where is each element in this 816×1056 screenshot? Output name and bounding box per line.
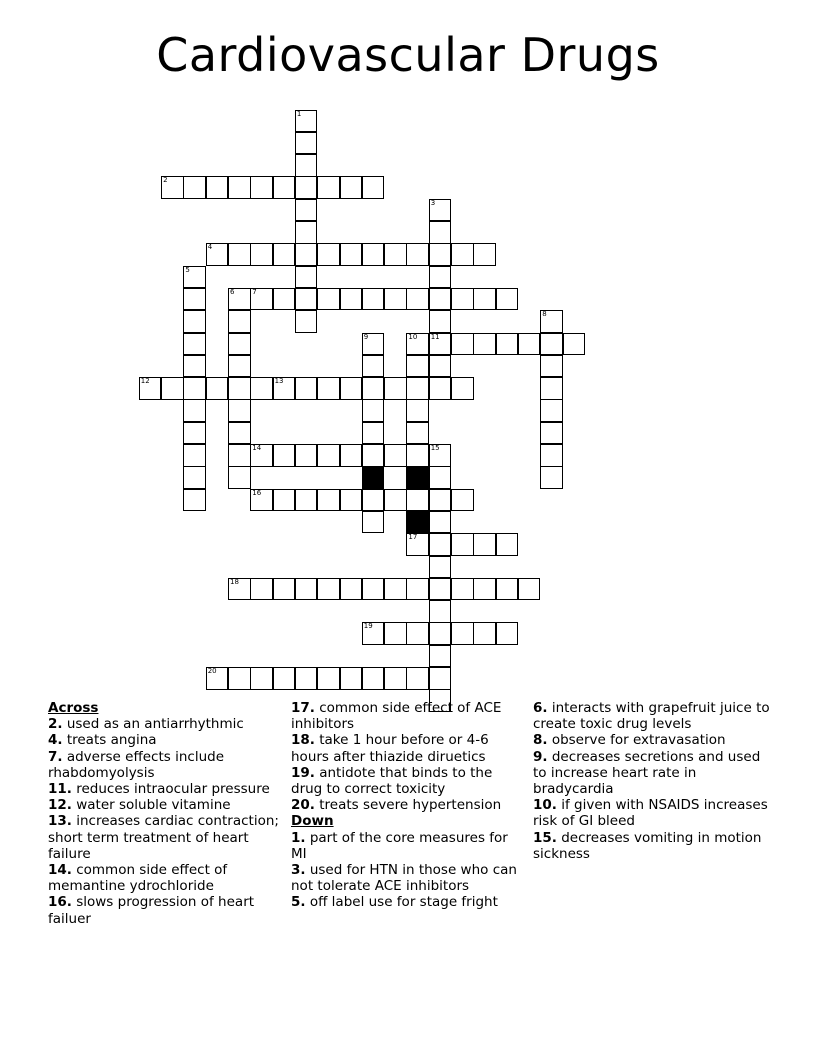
grid-cell[interactable] bbox=[540, 333, 563, 356]
clue-text: slows progression of heart failuer bbox=[48, 894, 255, 927]
grid-cell[interactable] bbox=[540, 466, 563, 489]
clue-number: 15. bbox=[533, 829, 557, 846]
grid-cell[interactable] bbox=[183, 355, 206, 378]
grid-cell[interactable] bbox=[273, 489, 296, 512]
grid-cell[interactable] bbox=[228, 399, 251, 422]
grid-cell[interactable] bbox=[340, 667, 363, 690]
grid-cell[interactable] bbox=[362, 578, 385, 601]
grid-cell[interactable] bbox=[540, 355, 563, 378]
grid-cell[interactable] bbox=[429, 489, 452, 512]
clue-number: 5. bbox=[291, 894, 306, 911]
clue-number: 20. bbox=[291, 797, 315, 814]
clue-text: antidote that binds to the drug to correct toxicity bbox=[291, 764, 493, 798]
grid-cell[interactable] bbox=[228, 578, 251, 601]
clue-number-label: 1 bbox=[296, 109, 302, 118]
clue-text: interacts with grapefruit juice to create toxic drug levels bbox=[533, 700, 770, 733]
clue-column-1 bbox=[48, 700, 280, 927]
clue-text: if given with NSAIDS increases risk of GI bleed bbox=[533, 797, 768, 830]
clue-number-label: 14 bbox=[252, 444, 262, 452]
clue-number: 3. bbox=[291, 862, 306, 879]
grid-cell[interactable] bbox=[384, 243, 407, 266]
across-heading: Across bbox=[48, 700, 99, 716]
clue-text: observe for extravasation bbox=[547, 732, 726, 749]
clue-text: reduces intraocular pressure bbox=[71, 781, 270, 798]
grid-cell[interactable] bbox=[273, 667, 296, 690]
grid-cell[interactable] bbox=[429, 266, 452, 289]
grid-cell[interactable] bbox=[250, 667, 273, 690]
across-clue bbox=[291, 700, 523, 732]
clue-number-label: 13 bbox=[274, 377, 284, 386]
clue-text: water soluble vitamine bbox=[71, 797, 231, 814]
clue-number: 14. bbox=[48, 862, 72, 879]
clue-text: adverse effects include rhabdomyolysis bbox=[48, 748, 225, 781]
grid-cell[interactable] bbox=[406, 333, 429, 356]
grid-cell[interactable] bbox=[228, 422, 251, 445]
grid-cell[interactable] bbox=[406, 422, 429, 445]
grid-cell[interactable] bbox=[451, 622, 474, 645]
across-clue bbox=[48, 749, 280, 781]
clue-text: off label use for stage fright bbox=[305, 894, 498, 911]
grid-cell[interactable] bbox=[317, 377, 340, 400]
puzzle-title: Cardiovascular Drugs bbox=[156, 28, 660, 82]
grid-cell[interactable] bbox=[228, 377, 251, 400]
grid-cell[interactable] bbox=[384, 578, 407, 601]
clue-number: 12. bbox=[48, 797, 72, 814]
clue-number: 10. bbox=[533, 797, 557, 814]
grid-cell[interactable] bbox=[183, 399, 206, 422]
grid-cell[interactable] bbox=[250, 243, 273, 266]
grid-cell[interactable] bbox=[228, 355, 251, 378]
grid-cell[interactable] bbox=[496, 333, 519, 356]
grid-cell[interactable] bbox=[540, 377, 563, 400]
clue-number: 18. bbox=[291, 732, 315, 749]
grid-cell[interactable] bbox=[183, 466, 206, 489]
clue-number: 19. bbox=[291, 764, 315, 781]
grid-cell[interactable] bbox=[362, 489, 385, 512]
grid-cell[interactable] bbox=[295, 377, 318, 400]
across-clue bbox=[291, 797, 523, 813]
grid-cell[interactable] bbox=[340, 578, 363, 601]
grid-cell[interactable] bbox=[451, 489, 474, 512]
grid-cell[interactable] bbox=[429, 533, 452, 556]
grid-cell[interactable] bbox=[473, 288, 496, 311]
grid-cell[interactable] bbox=[406, 489, 429, 512]
grid-cell[interactable] bbox=[250, 377, 273, 400]
clue-number-label: 4 bbox=[207, 243, 213, 252]
grid-cell[interactable] bbox=[451, 377, 474, 400]
grid-cell[interactable] bbox=[406, 578, 429, 601]
grid-cell[interactable] bbox=[183, 333, 206, 356]
clue-text: used for HTN in those who can not tolerate ACE inhibitors bbox=[291, 862, 517, 895]
grid-cell[interactable] bbox=[317, 176, 340, 199]
grid-cell[interactable] bbox=[563, 333, 586, 356]
grid-cell[interactable] bbox=[518, 333, 541, 356]
grid-cell[interactable] bbox=[362, 243, 385, 266]
black-cell bbox=[406, 466, 429, 489]
grid-cell[interactable] bbox=[183, 444, 206, 467]
down-clue bbox=[291, 862, 523, 894]
grid-cell[interactable] bbox=[183, 310, 206, 333]
grid-cell[interactable] bbox=[183, 377, 206, 400]
down-clue bbox=[533, 749, 773, 798]
grid-cell[interactable] bbox=[429, 377, 452, 400]
grid-cell[interactable] bbox=[429, 466, 452, 489]
grid-cell[interactable] bbox=[295, 132, 318, 155]
grid-cell[interactable] bbox=[295, 221, 318, 244]
grid-cell[interactable] bbox=[540, 422, 563, 445]
grid-cell[interactable] bbox=[206, 243, 229, 266]
grid-cell[interactable] bbox=[406, 377, 429, 400]
grid-cell[interactable] bbox=[496, 533, 519, 556]
grid-cell[interactable] bbox=[295, 310, 318, 333]
down-clue bbox=[533, 797, 773, 829]
grid-cell[interactable] bbox=[429, 622, 452, 645]
grid-cell[interactable] bbox=[406, 444, 429, 467]
grid-cell[interactable] bbox=[429, 645, 452, 668]
clue-number: 13. bbox=[48, 813, 72, 830]
grid-cell[interactable] bbox=[183, 288, 206, 311]
grid-cell[interactable] bbox=[473, 243, 496, 266]
grid-cell[interactable] bbox=[429, 355, 452, 378]
clue-number-label: 18 bbox=[230, 577, 239, 586]
grid-cell[interactable] bbox=[406, 399, 429, 422]
grid-cell[interactable] bbox=[362, 667, 385, 690]
grid-cell[interactable] bbox=[228, 333, 251, 356]
clue-text: common side effect of ACE inhibitors bbox=[291, 700, 502, 733]
grid-cell[interactable] bbox=[183, 266, 206, 289]
down-clue bbox=[533, 700, 773, 732]
grid-cell[interactable] bbox=[340, 377, 363, 400]
grid-cell[interactable] bbox=[295, 154, 318, 177]
grid-cell[interactable] bbox=[340, 489, 363, 512]
grid-cell[interactable] bbox=[250, 176, 273, 199]
grid-cell[interactable] bbox=[362, 288, 385, 311]
grid-cell[interactable] bbox=[496, 622, 519, 645]
grid-cell[interactable] bbox=[451, 288, 474, 311]
clue-number-label: 10 bbox=[408, 332, 418, 341]
down-clue bbox=[533, 732, 773, 748]
grid-cell[interactable] bbox=[161, 176, 184, 199]
clue-text: part of the core measures for MI bbox=[291, 829, 508, 862]
grid-cell[interactable] bbox=[340, 176, 363, 199]
grid-cell[interactable] bbox=[384, 444, 407, 467]
clue-number-label: 15 bbox=[430, 444, 440, 452]
grid-cell[interactable] bbox=[250, 444, 273, 467]
clue-text: common side effect of memantine ydrochloride bbox=[48, 862, 228, 895]
grid-cell[interactable] bbox=[362, 355, 385, 378]
grid-cell[interactable] bbox=[183, 176, 206, 199]
grid-cell[interactable] bbox=[362, 622, 385, 645]
grid-cell[interactable] bbox=[384, 377, 407, 400]
grid-cell[interactable] bbox=[317, 444, 340, 467]
grid-cell[interactable] bbox=[317, 489, 340, 512]
across-clue bbox=[48, 894, 280, 926]
clue-number: 1. bbox=[291, 829, 306, 846]
grid-cell[interactable] bbox=[273, 578, 296, 601]
grid-cell[interactable] bbox=[429, 600, 452, 623]
grid-cell[interactable] bbox=[273, 176, 296, 199]
grid-cell[interactable] bbox=[250, 578, 273, 601]
grid-cell[interactable] bbox=[273, 243, 296, 266]
grid-cell[interactable] bbox=[273, 288, 296, 311]
clue-number-label: 17 bbox=[408, 533, 418, 542]
grid-cell[interactable] bbox=[317, 667, 340, 690]
clue-number-label: 9 bbox=[363, 332, 369, 341]
clue-text: decreases vomiting in motion sickness bbox=[533, 829, 762, 862]
grid-cell[interactable] bbox=[429, 444, 452, 467]
clue-number: 6. bbox=[533, 700, 548, 716]
clue-text: used as an antiarrhythmic bbox=[62, 716, 244, 733]
grid-cell[interactable] bbox=[429, 333, 452, 356]
across-clue bbox=[48, 732, 280, 748]
black-cell bbox=[362, 466, 385, 489]
across-clue bbox=[48, 716, 280, 732]
grid-cell[interactable] bbox=[406, 243, 429, 266]
grid-cell[interactable] bbox=[473, 622, 496, 645]
grid-cell[interactable] bbox=[429, 310, 452, 333]
grid-cell[interactable] bbox=[406, 667, 429, 690]
clue-text: decreases secretions and used to increase heart rate in bradycardia bbox=[533, 748, 761, 798]
clue-number: 2. bbox=[48, 716, 63, 733]
grid-cell[interactable] bbox=[496, 288, 519, 311]
grid-cell[interactable] bbox=[362, 444, 385, 467]
grid-cell[interactable] bbox=[362, 176, 385, 199]
grid-cell[interactable] bbox=[429, 667, 452, 690]
clue-number-label: 5 bbox=[185, 265, 190, 274]
grid-cell[interactable] bbox=[295, 199, 318, 222]
clue-number: 7. bbox=[48, 748, 63, 765]
clue-number: 11. bbox=[48, 781, 72, 798]
grid-cell[interactable] bbox=[295, 110, 318, 133]
grid-cell[interactable] bbox=[228, 444, 251, 467]
grid-cell[interactable] bbox=[206, 176, 229, 199]
clue-number-label: 6 bbox=[230, 287, 235, 296]
across-clue bbox=[291, 732, 523, 764]
grid-cell[interactable] bbox=[228, 466, 251, 489]
grid-cell[interactable] bbox=[429, 288, 452, 311]
grid-cell[interactable] bbox=[317, 243, 340, 266]
clue-number-label: 3 bbox=[430, 198, 436, 207]
grid-cell[interactable] bbox=[273, 444, 296, 467]
clue-text: increases cardiac contraction; short term treatment of heart failure bbox=[48, 813, 279, 862]
grid-cell[interactable] bbox=[384, 667, 407, 690]
grid-cell[interactable] bbox=[362, 377, 385, 400]
grid-cell[interactable] bbox=[451, 243, 474, 266]
down-clue bbox=[291, 830, 523, 862]
grid-cell[interactable] bbox=[362, 399, 385, 422]
grid-cell[interactable] bbox=[295, 243, 318, 266]
grid-cell[interactable] bbox=[161, 377, 184, 400]
grid-cell[interactable] bbox=[429, 199, 452, 222]
grid-cell[interactable] bbox=[295, 444, 318, 467]
grid-cell[interactable] bbox=[228, 243, 251, 266]
grid-cell[interactable] bbox=[451, 333, 474, 356]
grid-cell[interactable] bbox=[429, 221, 452, 244]
grid-cell[interactable] bbox=[473, 533, 496, 556]
grid-cell[interactable] bbox=[429, 578, 452, 601]
clue-number-label: 11 bbox=[430, 332, 440, 341]
grid-cell[interactable] bbox=[228, 288, 251, 311]
grid-cell[interactable] bbox=[406, 533, 429, 556]
across-clue bbox=[291, 765, 523, 797]
grid-cell[interactable] bbox=[206, 377, 229, 400]
grid-cell[interactable] bbox=[295, 667, 318, 690]
across-clue bbox=[48, 781, 280, 797]
clue-text: treats angina bbox=[62, 732, 157, 749]
clue-number: 16. bbox=[48, 894, 72, 911]
grid-cell[interactable] bbox=[451, 533, 474, 556]
clue-column-3 bbox=[533, 700, 773, 862]
grid-cell[interactable] bbox=[496, 578, 519, 601]
grid-cell[interactable] bbox=[139, 377, 162, 400]
grid-cell[interactable] bbox=[183, 489, 206, 512]
down-heading: Down bbox=[291, 813, 334, 830]
grid-cell[interactable] bbox=[250, 489, 273, 512]
clue-number-label: 20 bbox=[207, 667, 217, 675]
grid-cell[interactable] bbox=[406, 355, 429, 378]
clue-number: 4. bbox=[48, 732, 63, 749]
grid-cell[interactable] bbox=[295, 489, 318, 512]
clue-number-label: 16 bbox=[252, 488, 262, 497]
clue-number-label: 19 bbox=[363, 622, 373, 631]
grid-cell[interactable] bbox=[228, 667, 251, 690]
grid-cell[interactable] bbox=[384, 288, 407, 311]
grid-cell[interactable] bbox=[295, 288, 318, 311]
grid-cell[interactable] bbox=[228, 176, 251, 199]
grid-cell[interactable] bbox=[228, 310, 251, 333]
across-clue bbox=[48, 813, 280, 862]
grid-cell[interactable] bbox=[362, 511, 385, 534]
down-clue bbox=[533, 830, 773, 862]
grid-cell[interactable] bbox=[429, 556, 452, 579]
clue-text: treats severe hypertension bbox=[314, 797, 502, 814]
grid-cell[interactable] bbox=[340, 243, 363, 266]
grid-cell[interactable] bbox=[518, 578, 541, 601]
grid-cell[interactable] bbox=[540, 310, 563, 333]
clue-number-label: 12 bbox=[140, 377, 150, 386]
clue-number: 9. bbox=[533, 748, 548, 765]
clue-text: take 1 hour before or 4-6 hours after thiazide diruetics bbox=[291, 732, 489, 765]
grid-cell[interactable] bbox=[295, 578, 318, 601]
grid-cell[interactable] bbox=[206, 667, 229, 690]
grid-cell[interactable] bbox=[362, 333, 385, 356]
grid-cell[interactable] bbox=[183, 422, 206, 445]
clue-column-2 bbox=[291, 700, 523, 911]
grid-cell[interactable] bbox=[250, 288, 273, 311]
across-clue bbox=[48, 797, 280, 813]
grid-cell[interactable] bbox=[362, 422, 385, 445]
clue-number-label: 2 bbox=[163, 176, 168, 185]
clue-number-label: 8 bbox=[542, 310, 547, 319]
grid-cell[interactable] bbox=[340, 444, 363, 467]
grid-cell[interactable] bbox=[406, 288, 429, 311]
grid-cell[interactable] bbox=[295, 176, 318, 199]
grid-cell[interactable] bbox=[273, 377, 296, 400]
clue-number: 8. bbox=[533, 732, 548, 749]
grid-cell[interactable] bbox=[384, 622, 407, 645]
grid-cell[interactable] bbox=[540, 444, 563, 467]
grid-cell[interactable] bbox=[429, 511, 452, 534]
grid-cell[interactable] bbox=[406, 622, 429, 645]
grid-cell[interactable] bbox=[429, 243, 452, 266]
black-cell bbox=[406, 511, 429, 534]
grid-cell[interactable] bbox=[340, 288, 363, 311]
grid-cell[interactable] bbox=[384, 489, 407, 512]
grid-cell[interactable] bbox=[473, 578, 496, 601]
down-clue bbox=[291, 894, 523, 910]
grid-cell[interactable] bbox=[540, 399, 563, 422]
clue-number-label: 7 bbox=[252, 287, 257, 296]
grid-cell[interactable] bbox=[317, 288, 340, 311]
grid-cell[interactable] bbox=[451, 578, 474, 601]
across-clue bbox=[48, 862, 280, 894]
grid-cell[interactable] bbox=[295, 266, 318, 289]
grid-cell[interactable] bbox=[473, 333, 496, 356]
grid-cell[interactable] bbox=[317, 578, 340, 601]
clue-number: 17. bbox=[291, 700, 315, 716]
